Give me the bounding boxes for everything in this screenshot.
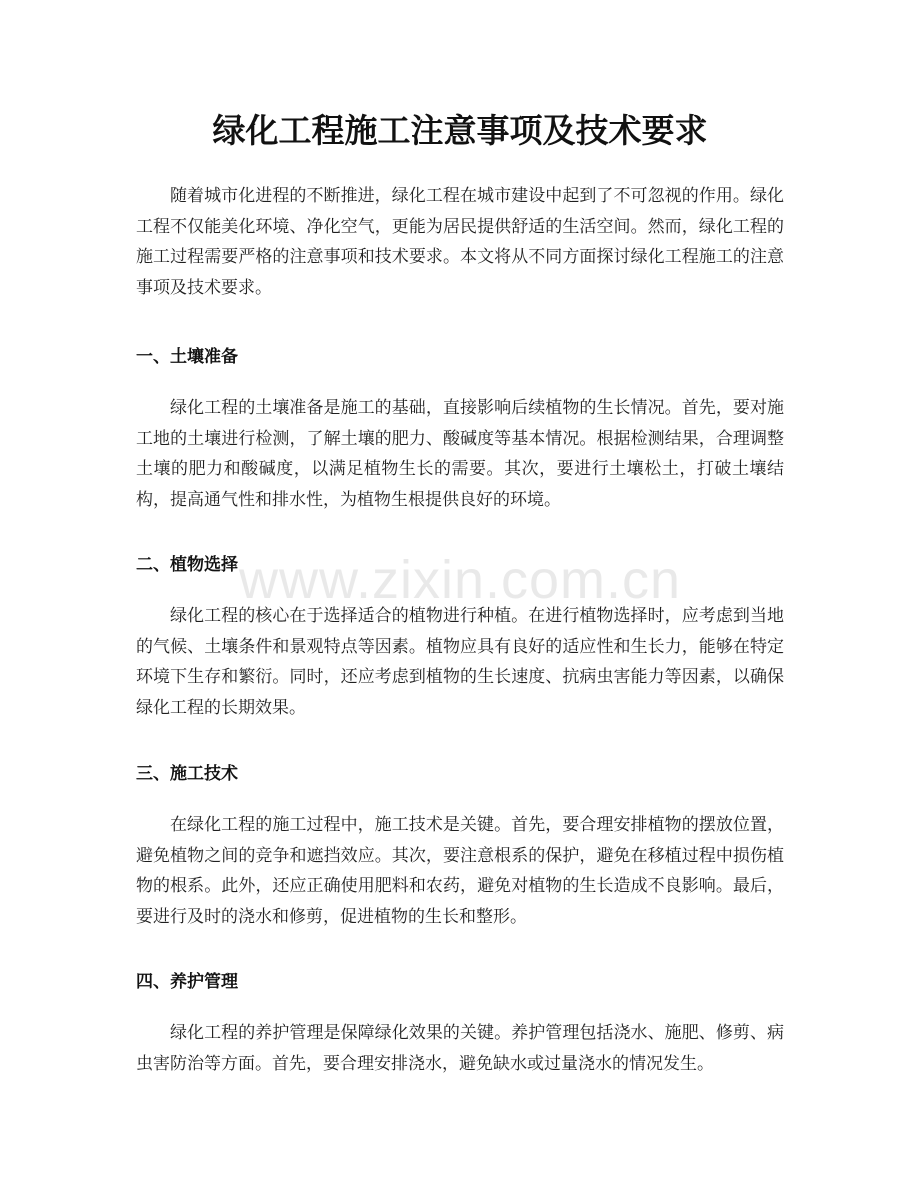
section-body-construction: 在绿化工程的施工过程中，施工技术是关键。首先，要合理安排植物的摆放位置，避免植物之间的竞争和遮挡效应。其次，要注意根系的保护，避免在移植过程中损伤植物的根系。此外，还应正确使用肥料和农药，避免对植物的生长造成不良影响。最后，要进行及时的浇水和修剪，促进植物的生长和整形。 — [136, 815, 784, 927]
intro-paragraph: 随着城市化进程的不断推进，绿化工程在城市建设中起到了不可忽视的作用。绿化工程不仅能美化环境、净化空气，更能为居民提供舒适的生活空间。然而，绿化工程的施工过程需要严格的注意事项和技术要求。本文将从不同方面探讨绿化工程施工的注意事项及技术要求。 — [136, 186, 784, 298]
section-body-soil: 绿化工程的土壤准备是施工的基础，直接影响后续植物的生长情况。首先，要对施工地的土壤进行检测，了解土壤的肥力、酸碱度等基本情况。根据检测结果，合理调整土壤的肥力和酸碱度，以满足植物生长的需要。其次，要进行土壤松土，打破土壤结构，提高通气性和排水性，为植物生根提供良好的环境。 — [136, 398, 784, 510]
document-title: 绿化工程施工注意事项及技术要求 — [212, 111, 708, 150]
section-heading-maintenance: 四、养护管理 — [136, 972, 238, 992]
section-heading-plants: 二、植物选择 — [136, 555, 238, 575]
watermark: www.zixin.com.cn — [238, 550, 682, 610]
section-heading-soil: 一、土壤准备 — [136, 347, 238, 367]
section-heading-construction: 三、施工技术 — [136, 764, 238, 784]
section-body-maintenance: 绿化工程的养护管理是保障绿化效果的关键。养护管理包括浇水、施肥、修剪、病虫害防治等方面。首先，要合理安排浇水，避免缺水或过量浇水的情况发生。 — [136, 1023, 784, 1074]
section-body-plants: 绿化工程的核心在于选择适合的植物进行种植。在进行植物选择时，应考虑到当地的气候、土壤条件和景观特点等因素。植物应具有良好的适应性和生长力，能够在特定环境下生存和繁衍。同时，还应考虑到植物的生长速度、抗病虫害能力等因素，以确保绿化工程的长期效果。 — [136, 606, 784, 718]
